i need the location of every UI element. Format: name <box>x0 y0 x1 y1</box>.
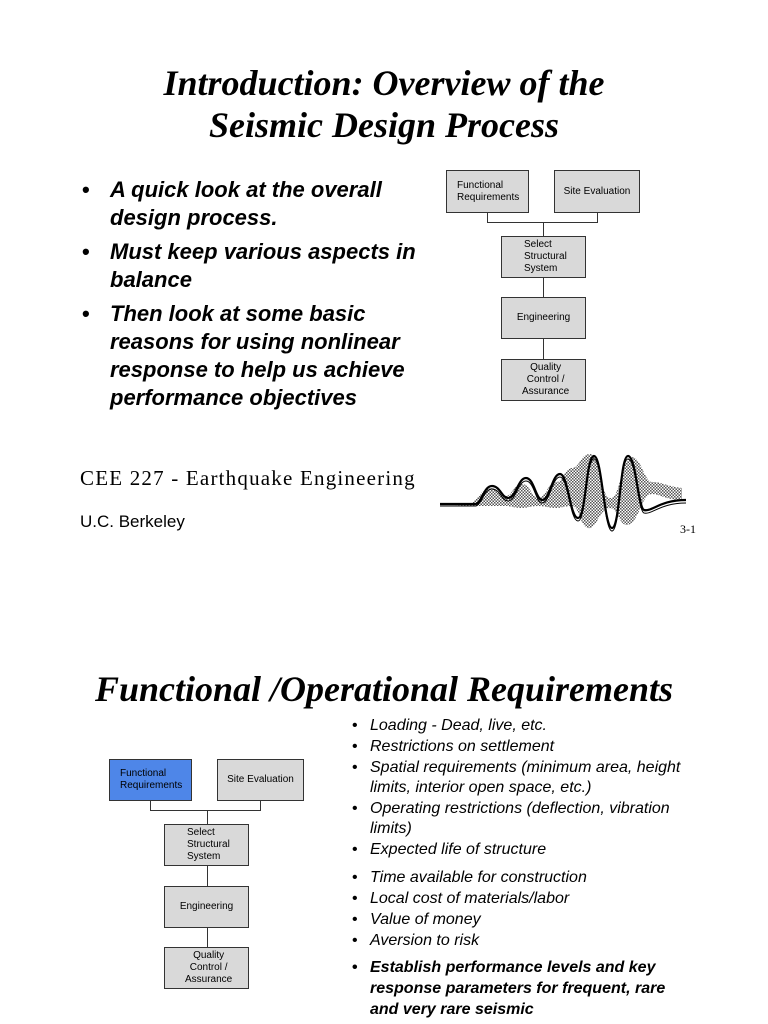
box-label: Assurance <box>522 386 570 397</box>
slide1-title-line2: Seismic Design Process <box>209 105 559 145</box>
requirement-bullet: • Expected life of structure <box>350 840 690 860</box>
functional-requirements-box-highlighted <box>109 759 192 801</box>
slide1-title-line1: Introduction: Overview of the <box>163 63 605 103</box>
box-label: Functional <box>457 179 504 191</box>
select-structural-system-box <box>501 236 586 278</box>
site-evaluation-box <box>554 170 640 213</box>
box-label: Functional <box>120 768 167 779</box>
slide1-bullet: • Then look at some basic reasons for using nonlinear response to help us achieve performance objectives <box>82 300 432 412</box>
course-title: CEE 227 - Earthquake Engineering <box>80 466 416 490</box>
connector-line <box>597 213 598 222</box>
requirement-bullet: • Spatial requirements (minimum area, height limits, interior open space, etc.) <box>350 758 690 798</box>
box-label: Quality <box>530 362 562 373</box>
requirement-bullet: • Local cost of materials/labor <box>350 889 690 909</box>
box-label: Engineering <box>516 312 571 323</box>
connector-line <box>207 866 208 886</box>
performance-levels-bullet: • Establish performance levels and key response parameters for frequent, rare and very rare seismic <box>350 957 690 1020</box>
box-label: System <box>187 851 221 862</box>
page-number: 3-1 <box>680 522 696 536</box>
connector-line <box>543 278 544 297</box>
connector-line <box>207 928 208 947</box>
select-structural-system-box <box>164 824 249 866</box>
seismograph-shadow <box>440 454 682 528</box>
box-label: Requirements <box>120 780 183 791</box>
box-label: Site Evaluation <box>563 185 631 197</box>
slide1-bullet-list <box>82 176 432 418</box>
box-label: Site Evaluation <box>227 774 294 785</box>
site-evaluation-box <box>217 759 304 801</box>
box-label: Structural <box>187 839 230 850</box>
box-label: System <box>524 263 558 274</box>
slide1-title <box>0 62 768 146</box>
slide2-bullet-list <box>350 716 690 1021</box>
box-label: Assurance <box>185 974 233 985</box>
connector-line <box>487 213 488 222</box>
box-label: Structural <box>524 251 567 262</box>
slide1-bullet: • A quick look at the overall design process. <box>82 176 432 232</box>
box-label: Control / <box>189 962 228 973</box>
connector-line <box>150 801 151 810</box>
slide1-bullet: • Must keep various aspects in balance <box>82 238 432 294</box>
requirement-bullet: • Time available for construction <box>350 868 690 888</box>
university-label: U.C. Berkeley <box>80 512 185 531</box>
connector-line <box>150 810 261 811</box>
connector-line <box>543 222 544 236</box>
box-label: Select <box>187 827 215 838</box>
box-label: Quality <box>193 950 225 961</box>
slide2-title: Functional /Operational Requirements <box>94 669 674 709</box>
seismograph-logo <box>440 448 690 538</box>
box-label: Requirements <box>457 191 520 203</box>
connector-line <box>260 801 261 810</box>
requirement-bullet: • Loading - Dead, live, etc. <box>350 716 690 736</box>
functional-requirements-box <box>446 170 529 213</box>
requirement-bullet: • Aversion to risk <box>350 931 690 951</box>
connector-line <box>543 339 544 359</box>
connector-line <box>207 810 208 824</box>
quality-control-box <box>501 359 586 401</box>
box-label: Select <box>524 239 552 250</box>
requirement-bullet: • Restrictions on settlement <box>350 737 690 757</box>
engineering-box <box>501 297 586 339</box>
box-label: Control / <box>526 374 565 385</box>
quality-control-box <box>164 947 249 989</box>
box-label: Engineering <box>179 901 234 912</box>
engineering-box <box>164 886 249 928</box>
requirement-bullet: • Operating restrictions (deflection, vibration limits) <box>350 799 690 839</box>
requirement-bullet: • Value of money <box>350 910 690 930</box>
